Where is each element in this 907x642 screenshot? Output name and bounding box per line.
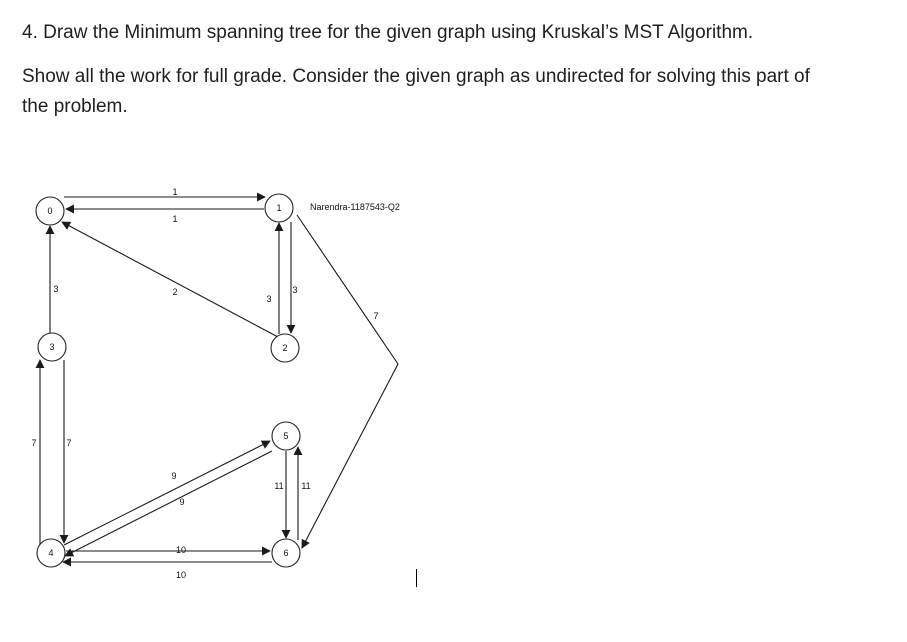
weight-6-4-bottom: 10 [175,570,187,580]
node-6-label: 6 [283,548,289,558]
edge-5-4-lower [65,451,272,556]
node-3-label: 3 [49,342,55,352]
weight-1-0-bottom: 1 [172,214,178,224]
question-line-3: the problem. [22,96,128,117]
node-5-label: 5 [283,431,289,441]
node-4-label: 4 [48,548,54,558]
weight-5-6-left: 11 [274,481,284,491]
weight-5-4-lower: 9 [179,497,185,507]
node-4 [37,539,65,567]
weight-3-4-left: 7 [31,438,37,448]
node-1-label: 1 [276,203,282,213]
weight-3-0: 3 [53,284,59,294]
question-line-1: 4. Draw the Minimum spanning tree for the given graph using Kruskal’s MST Algorithm. [22,22,754,43]
weight-1-6: 7 [373,311,379,321]
watermark-label: Narendra-1187543-Q2 [310,202,400,212]
question-line-2: Show all the work for full grade. Consider the given graph as undirected for solving this part of [22,66,810,87]
weight-0-1-top: 1 [172,187,178,197]
node-6 [272,539,300,567]
node-0 [36,197,64,225]
edge-4-5-upper [64,441,270,545]
node-0-label: 0 [47,206,53,216]
weight-6-5-right: 11 [301,481,311,491]
edge-2-0 [62,222,278,337]
node-1 [265,194,293,222]
weight-2-0: 2 [172,287,178,297]
text-cursor [416,569,417,587]
weight-1-2-right: 3 [292,285,298,295]
weight-2-1-left: 3 [266,294,272,304]
weight-4-3-right: 7 [66,438,72,448]
weight-4-6-top: 10 [175,545,187,555]
node-2 [271,334,299,362]
node-3 [38,333,66,361]
edge-1-6 [297,215,398,548]
node-5 [272,422,300,450]
weight-4-5-upper: 9 [171,471,177,481]
node-2-label: 2 [282,343,288,353]
